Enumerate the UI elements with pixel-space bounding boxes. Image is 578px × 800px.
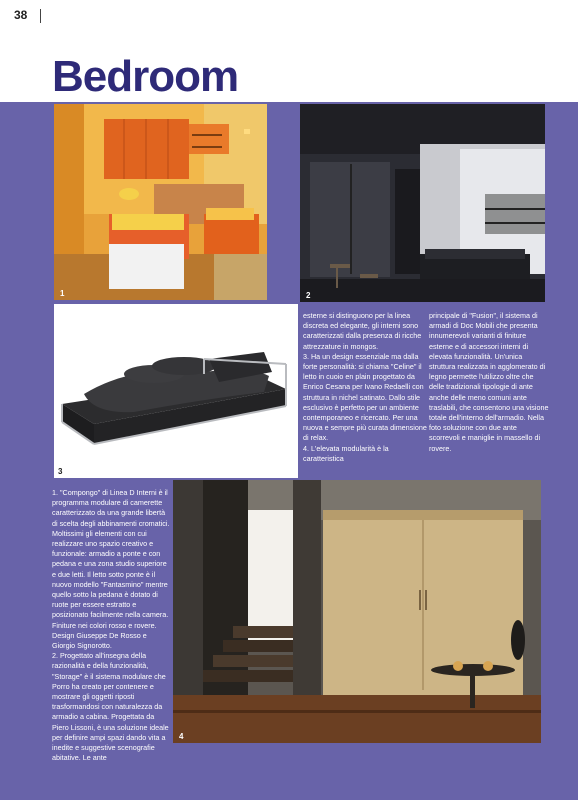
article-column-left <box>52 488 170 763</box>
article-paragraph: principale di "Fusion", il sistema di armadi di Doc Mobili che presenta innumerevoli varianti di finiture esterne e di accessori interni di elevata funzionalità. Un'unica struttura realizzata in agglomerato di legno permette l'utilizzo oltre che delle tradizionali tipologie di ante anche delle meno comuni ante traslabili, che consentono una visione totale dell'interno dell'armadio. Nella foto soluzione con due ante scorrevoli e maniglie in massello di rovere. <box>429 311 549 453</box>
article-paragraph: 4. L'elevata modularità è la caratteristica <box>303 443 389 463</box>
photo-number: 2 <box>306 291 311 300</box>
photo-number: 4 <box>179 732 184 741</box>
page-number-divider <box>40 9 41 23</box>
article-paragraph: 2. Progettato all'insegna della razionalità e della funzionalità, "Storage" è il sistema modulare che Porro ha creato per contenere e mostrare gli oggetti riposti trasformandosi con naturalezza da armadio a cabina. Progettata da Piero Lissoni, è una soluzione ideale per definire ampi spazi dando vita a inedite e suggestive scenografie abitative. Le ante <box>52 651 169 763</box>
article-column-middle <box>303 311 431 464</box>
bed-photo <box>54 304 298 478</box>
photo-number: 1 <box>60 289 65 298</box>
dark-bedroom-wardrobe-photo <box>300 104 545 302</box>
wardrobe-staircase-photo <box>173 480 541 743</box>
photo-number: 3 <box>58 467 63 476</box>
kids-bedroom-photo <box>54 104 267 300</box>
page-title: Bedroom <box>52 52 239 101</box>
article-paragraph: esterne si distinguono per la linea discreta ed elegante, gli interni sono caratterizzati dalla presenza di ricche attrezzature in mongos. <box>303 311 422 351</box>
article-paragraph: 3. Ha un design essenziale ma dalla forte personalità: si chiama "Celine" il letto in cuoio en plain progettato da Enrico Cesana per Ivano Redaelli con struttura in nichel satinato. Dallo stile esclusivo è perfetto per un ambiente contemporaneo e ricercato. Per una nuova e sempre più curata dimensione di relax. <box>303 351 427 443</box>
article-column-right <box>429 311 549 454</box>
article-paragraph: 1. "Compongo" di Linea D Interni è il programma modulare di camerette caratterizzato da una grande libertà di scelta degli abbinamenti cromatici. Moltissimi gli elementi con cui realizzare uno spazio creativo e funzionale: armadio a ponte e con pedana e una zona studio superiore e due letti. Il letto sotto ponte è il nuovo modello "Fantasmino" mentre quello sotto la pedana è dotato di ruote per essere estratto e posizionato facilmente nella camera. Finiture nei colori rosso e rovere. Design Giuseppe De Rosso e Giorgio Signorotto. <box>52 488 170 651</box>
page-number: 38 <box>14 8 28 22</box>
